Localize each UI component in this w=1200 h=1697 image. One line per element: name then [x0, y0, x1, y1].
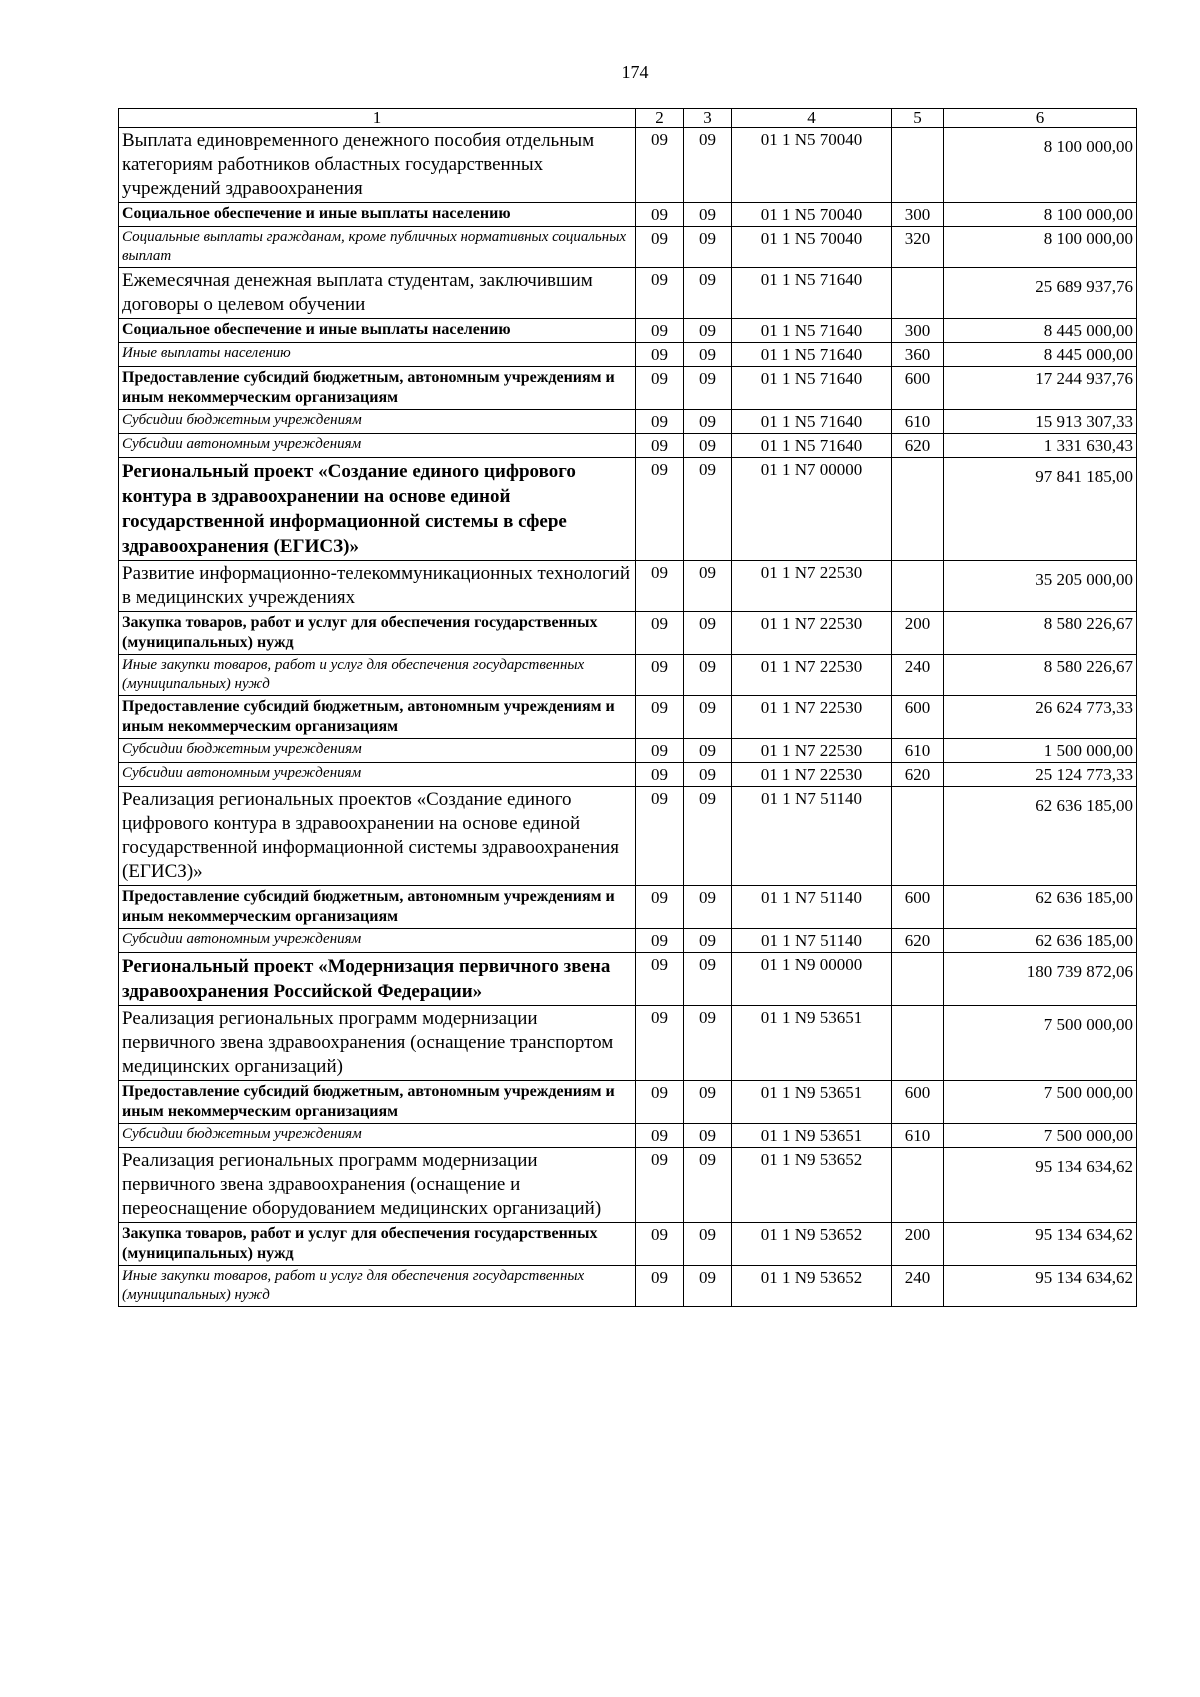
- row-subsection-cell: 09: [684, 367, 732, 410]
- row-amount-cell: 1 331 630,43: [944, 434, 1137, 458]
- table-row: [119, 886, 1137, 929]
- row-name-cell: Субсидии автономным учреждениям: [119, 763, 636, 787]
- row-name-cell: Субсидии автономным учреждениям: [119, 434, 636, 458]
- row-subsection-cell: 09: [684, 1223, 732, 1266]
- row-amount-cell: 95 134 634,62: [944, 1223, 1137, 1266]
- row-name-cell: Иные закупки товаров, работ и услуг для обеспечения государственных (муниципальных) нужд: [119, 1266, 636, 1307]
- row-target-article-cell: 01 1 N7 22530: [732, 696, 892, 739]
- table-row: [119, 787, 1137, 886]
- row-target-article-cell: 01 1 N5 71640: [732, 434, 892, 458]
- row-target-article-cell: 01 1 N5 70040: [732, 227, 892, 268]
- row-subsection-cell: 09: [684, 1266, 732, 1307]
- row-target-article-cell: 01 1 N5 71640: [732, 410, 892, 434]
- table-row: [119, 929, 1137, 953]
- table-row: [119, 434, 1137, 458]
- row-target-article-cell: 01 1 N5 71640: [732, 268, 892, 319]
- row-expense-type-cell: 620: [892, 763, 944, 787]
- row-amount-cell: 1 500 000,00: [944, 739, 1137, 763]
- row-subsection-cell: 09: [684, 1006, 732, 1081]
- row-section-cell: 09: [636, 655, 684, 696]
- row-expense-type-cell: [892, 458, 944, 561]
- row-amount-cell: 95 134 634,62: [944, 1266, 1137, 1307]
- table-row: [119, 1266, 1137, 1307]
- row-expense-type-cell: [892, 1148, 944, 1223]
- row-subsection-cell: 09: [684, 343, 732, 367]
- row-expense-type-cell: 600: [892, 696, 944, 739]
- row-subsection-cell: 09: [684, 655, 732, 696]
- row-expense-type-cell: 300: [892, 319, 944, 343]
- row-target-article-cell: 01 1 N5 71640: [732, 367, 892, 410]
- row-subsection-cell: 09: [684, 1081, 732, 1124]
- row-expense-type-cell: 620: [892, 929, 944, 953]
- row-section-cell: 09: [636, 1006, 684, 1081]
- row-subsection-cell: 09: [684, 739, 732, 763]
- row-section-cell: 09: [636, 1266, 684, 1307]
- row-section-cell: 09: [636, 434, 684, 458]
- row-amount-cell: 7 500 000,00: [944, 1124, 1137, 1148]
- table-row: [119, 953, 1137, 1006]
- row-amount-cell: 62 636 185,00: [944, 787, 1137, 886]
- row-target-article-cell: 01 1 N7 51140: [732, 929, 892, 953]
- page-number: 174: [621, 62, 649, 82]
- row-target-article-cell: 01 1 N7 51140: [732, 787, 892, 886]
- row-expense-type-cell: 360: [892, 343, 944, 367]
- row-section-cell: 09: [636, 203, 684, 227]
- row-subsection-cell: 09: [684, 953, 732, 1006]
- row-name-cell: Закупка товаров, работ и услуг для обеспечения государственных (муниципальных) нужд: [119, 612, 636, 655]
- row-section-cell: 09: [636, 268, 684, 319]
- row-name-cell: Региональный проект «Модернизация первичного звена здравоохранения Российской Федерации»: [119, 953, 636, 1006]
- row-target-article-cell: 01 1 N9 53651: [732, 1124, 892, 1148]
- column-header-4: 4: [732, 109, 892, 128]
- row-amount-cell: 15 913 307,33: [944, 410, 1137, 434]
- row-subsection-cell: 09: [684, 763, 732, 787]
- row-amount-cell: 8 580 226,67: [944, 655, 1137, 696]
- row-subsection-cell: 09: [684, 203, 732, 227]
- row-target-article-cell: 01 1 N5 70040: [732, 128, 892, 203]
- row-subsection-cell: 09: [684, 1148, 732, 1223]
- row-expense-type-cell: 600: [892, 886, 944, 929]
- row-name-cell: Субсидии бюджетным учреждениям: [119, 410, 636, 434]
- row-target-article-cell: 01 1 N9 00000: [732, 953, 892, 1006]
- row-target-article-cell: 01 1 N9 53652: [732, 1223, 892, 1266]
- row-expense-type-cell: 240: [892, 655, 944, 696]
- row-name-cell: Иные выплаты населению: [119, 343, 636, 367]
- row-target-article-cell: 01 1 N5 71640: [732, 343, 892, 367]
- row-section-cell: 09: [636, 410, 684, 434]
- row-subsection-cell: 09: [684, 458, 732, 561]
- table-row: [119, 227, 1137, 268]
- row-name-cell: Региональный проект «Создание единого цифрового контура в здравоохранении на основе единой государственной информационной системы в сфере здравоохранения (ЕГИСЗ)»: [119, 458, 636, 561]
- table-row: [119, 1223, 1137, 1266]
- row-name-cell: Предоставление субсидий бюджетным, автономным учреждениям и иным некоммерческим организациям: [119, 367, 636, 410]
- column-header-6: 6: [944, 109, 1137, 128]
- table-row: [119, 203, 1137, 227]
- row-amount-cell: 35 205 000,00: [944, 561, 1137, 612]
- row-section-cell: 09: [636, 1223, 684, 1266]
- row-target-article-cell: 01 1 N7 22530: [732, 763, 892, 787]
- row-section-cell: 09: [636, 763, 684, 787]
- row-name-cell: Ежемесячная денежная выплата студентам, заключившим договоры о целевом обучении: [119, 268, 636, 319]
- row-section-cell: 09: [636, 128, 684, 203]
- row-expense-type-cell: 200: [892, 1223, 944, 1266]
- row-amount-cell: 25 689 937,76: [944, 268, 1137, 319]
- row-amount-cell: 8 100 000,00: [944, 128, 1137, 203]
- row-target-article-cell: 01 1 N5 71640: [732, 319, 892, 343]
- row-amount-cell: 180 739 872,06: [944, 953, 1137, 1006]
- row-target-article-cell: 01 1 N7 00000: [732, 458, 892, 561]
- row-section-cell: 09: [636, 319, 684, 343]
- row-section-cell: 09: [636, 1081, 684, 1124]
- row-target-article-cell: 01 1 N9 53651: [732, 1081, 892, 1124]
- row-name-cell: Социальное обеспечение и иные выплаты населению: [119, 319, 636, 343]
- row-expense-type-cell: [892, 128, 944, 203]
- row-target-article-cell: 01 1 N9 53652: [732, 1148, 892, 1223]
- row-expense-type-cell: [892, 1006, 944, 1081]
- row-subsection-cell: 09: [684, 434, 732, 458]
- table-row: [119, 367, 1137, 410]
- table-row: [119, 458, 1137, 561]
- row-subsection-cell: 09: [684, 787, 732, 886]
- row-section-cell: 09: [636, 953, 684, 1006]
- row-expense-type-cell: 240: [892, 1266, 944, 1307]
- table-row: [119, 1148, 1137, 1223]
- row-expense-type-cell: 610: [892, 739, 944, 763]
- row-subsection-cell: 09: [684, 1124, 732, 1148]
- row-expense-type-cell: 300: [892, 203, 944, 227]
- row-target-article-cell: 01 1 N9 53652: [732, 1266, 892, 1307]
- row-expense-type-cell: [892, 561, 944, 612]
- row-subsection-cell: 09: [684, 128, 732, 203]
- row-amount-cell: 97 841 185,00: [944, 458, 1137, 561]
- row-section-cell: 09: [636, 343, 684, 367]
- row-section-cell: 09: [636, 612, 684, 655]
- row-expense-type-cell: 610: [892, 1124, 944, 1148]
- row-amount-cell: 7 500 000,00: [944, 1081, 1137, 1124]
- row-name-cell: Социальное обеспечение и иные выплаты населению: [119, 203, 636, 227]
- row-amount-cell: 8 100 000,00: [944, 227, 1137, 268]
- row-subsection-cell: 09: [684, 227, 732, 268]
- row-section-cell: 09: [636, 227, 684, 268]
- row-section-cell: 09: [636, 739, 684, 763]
- row-amount-cell: 95 134 634,62: [944, 1148, 1137, 1223]
- table-row: [119, 561, 1137, 612]
- row-target-article-cell: 01 1 N7 22530: [732, 612, 892, 655]
- row-subsection-cell: 09: [684, 886, 732, 929]
- row-name-cell: Иные закупки товаров, работ и услуг для обеспечения государственных (муниципальных) нужд: [119, 655, 636, 696]
- row-expense-type-cell: 620: [892, 434, 944, 458]
- row-section-cell: 09: [636, 1124, 684, 1148]
- row-target-article-cell: 01 1 N7 22530: [732, 739, 892, 763]
- row-amount-cell: 8 100 000,00: [944, 203, 1137, 227]
- row-section-cell: 09: [636, 367, 684, 410]
- row-amount-cell: 8 445 000,00: [944, 343, 1137, 367]
- row-target-article-cell: 01 1 N9 53651: [732, 1006, 892, 1081]
- column-header-2: 2: [636, 109, 684, 128]
- row-name-cell: Предоставление субсидий бюджетным, автономным учреждениям и иным некоммерческим организациям: [119, 696, 636, 739]
- row-amount-cell: 7 500 000,00: [944, 1006, 1137, 1081]
- row-subsection-cell: 09: [684, 561, 732, 612]
- row-amount-cell: 17 244 937,76: [944, 367, 1137, 410]
- row-amount-cell: 62 636 185,00: [944, 929, 1137, 953]
- table-row: [119, 268, 1137, 319]
- row-name-cell: Предоставление субсидий бюджетным, автономным учреждениям и иным некоммерческим организациям: [119, 1081, 636, 1124]
- row-section-cell: 09: [636, 561, 684, 612]
- row-subsection-cell: 09: [684, 929, 732, 953]
- row-name-cell: Субсидии автономным учреждениям: [119, 929, 636, 953]
- row-section-cell: 09: [636, 886, 684, 929]
- table-row: [119, 1124, 1137, 1148]
- table-header-row: [119, 109, 1137, 128]
- row-expense-type-cell: 610: [892, 410, 944, 434]
- row-amount-cell: 26 624 773,33: [944, 696, 1137, 739]
- row-amount-cell: 8 580 226,67: [944, 612, 1137, 655]
- row-name-cell: Реализация региональных программ модернизации первичного звена здравоохранения (оснащение и переоснащение оборудованием медицинских организаций): [119, 1148, 636, 1223]
- row-expense-type-cell: 320: [892, 227, 944, 268]
- row-section-cell: 09: [636, 929, 684, 953]
- table-row: [119, 655, 1137, 696]
- budget-table: [118, 108, 1137, 1307]
- row-expense-type-cell: [892, 268, 944, 319]
- table-row: [119, 410, 1137, 434]
- row-subsection-cell: 09: [684, 410, 732, 434]
- table-row: [119, 739, 1137, 763]
- column-header-5: 5: [892, 109, 944, 128]
- table-row: [119, 763, 1137, 787]
- row-target-article-cell: 01 1 N7 22530: [732, 655, 892, 696]
- row-name-cell: Реализация региональных проектов «Создание единого цифрового контура в здравоохранении на основе единой государственной информационной системы здравоохранения (ЕГИСЗ)»: [119, 787, 636, 886]
- row-subsection-cell: 09: [684, 696, 732, 739]
- table-row: [119, 1006, 1137, 1081]
- row-target-article-cell: 01 1 N5 70040: [732, 203, 892, 227]
- row-name-cell: Развитие информационно-телекоммуникационных технологий в медицинских учреждениях: [119, 561, 636, 612]
- row-name-cell: Закупка товаров, работ и услуг для обеспечения государственных (муниципальных) нужд: [119, 1223, 636, 1266]
- row-section-cell: 09: [636, 458, 684, 561]
- row-amount-cell: 62 636 185,00: [944, 886, 1137, 929]
- row-target-article-cell: 01 1 N7 51140: [732, 886, 892, 929]
- row-target-article-cell: 01 1 N7 22530: [732, 561, 892, 612]
- row-name-cell: Социальные выплаты гражданам, кроме публичных нормативных социальных выплат: [119, 227, 636, 268]
- row-amount-cell: 25 124 773,33: [944, 763, 1137, 787]
- table-row: [119, 612, 1137, 655]
- row-name-cell: Реализация региональных программ модернизации первичного звена здравоохранения (оснащение транспортом медицинских организаций): [119, 1006, 636, 1081]
- row-name-cell: Субсидии бюджетным учреждениям: [119, 1124, 636, 1148]
- row-name-cell: Субсидии бюджетным учреждениям: [119, 739, 636, 763]
- row-section-cell: 09: [636, 787, 684, 886]
- table-row: [119, 128, 1137, 203]
- row-subsection-cell: 09: [684, 268, 732, 319]
- table-row: [119, 319, 1137, 343]
- row-expense-type-cell: 600: [892, 1081, 944, 1124]
- column-header-3: 3: [684, 109, 732, 128]
- column-header-1: 1: [119, 109, 636, 128]
- row-amount-cell: 8 445 000,00: [944, 319, 1137, 343]
- row-subsection-cell: 09: [684, 319, 732, 343]
- row-expense-type-cell: [892, 787, 944, 886]
- row-name-cell: Предоставление субсидий бюджетным, автономным учреждениям и иным некоммерческим организациям: [119, 886, 636, 929]
- row-name-cell: Выплата единовременного денежного пособия отдельным категориям работников областных государственных учреждений здравоохранения: [119, 128, 636, 203]
- table-row: [119, 343, 1137, 367]
- row-subsection-cell: 09: [684, 612, 732, 655]
- table-row: [119, 696, 1137, 739]
- table-body: [119, 128, 1137, 1307]
- row-expense-type-cell: 200: [892, 612, 944, 655]
- row-section-cell: 09: [636, 696, 684, 739]
- row-expense-type-cell: 600: [892, 367, 944, 410]
- row-section-cell: 09: [636, 1148, 684, 1223]
- table-row: [119, 1081, 1137, 1124]
- row-expense-type-cell: [892, 953, 944, 1006]
